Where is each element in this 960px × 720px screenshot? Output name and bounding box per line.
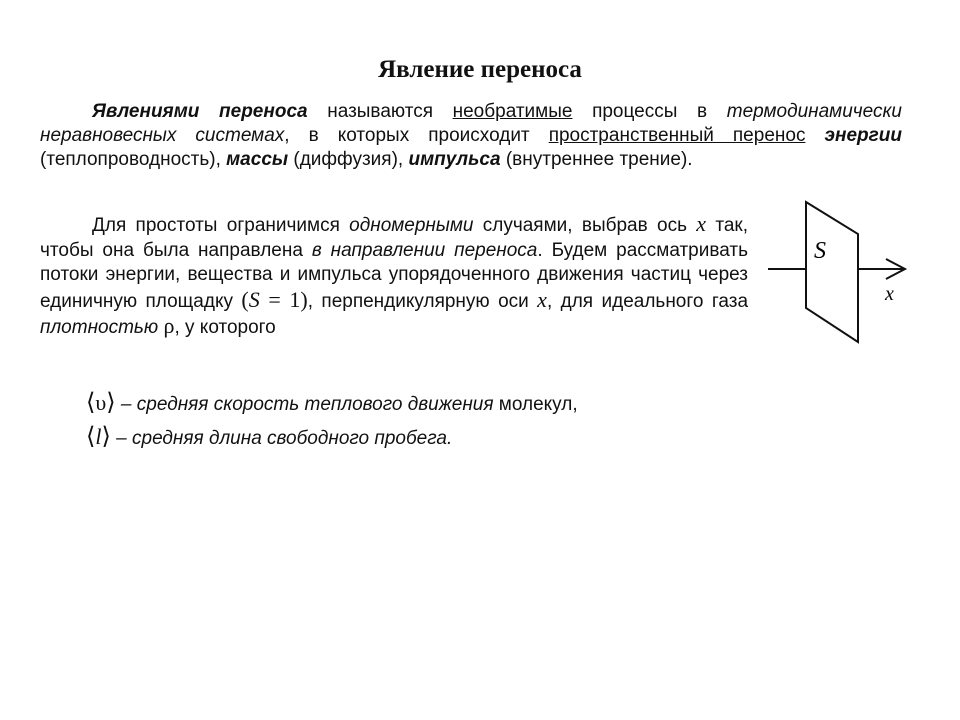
definitions-list <box>86 385 806 453</box>
text-span: . Будем рассматривать потоки энергии, вещества и импульса упорядоченного движения частиц через единичную площадку <box>40 239 748 312</box>
angle-bracket-right: ⟩ <box>106 388 116 416</box>
paragraph-transport-definition <box>40 100 902 172</box>
definition-mean-free-path <box>86 419 806 453</box>
text-span: Для простоты ограничимся <box>92 215 350 236</box>
page-title: Явление переноса <box>378 56 582 83</box>
term-transport-phenomena: Явлениями переноса <box>92 101 308 122</box>
text-span: (теплопроводность), <box>40 149 227 170</box>
math-upsilon: υ <box>95 390 107 415</box>
definition-tail: молекул, <box>493 394 578 415</box>
angle-bracket-right: ⟩ <box>101 422 111 450</box>
math-x: x <box>696 211 707 236</box>
term-irreversible: необратимые <box>452 101 573 122</box>
axis-label: x <box>885 283 894 305</box>
text-span: , для идеального газа <box>546 290 749 312</box>
angle-bracket-left: ⟨ <box>86 422 96 450</box>
text-span: , перпендикулярную оси <box>307 290 538 312</box>
text-span: называются <box>307 101 453 122</box>
term-mass: массы <box>226 149 289 170</box>
text-span: так, чтобы она была направлена <box>40 215 748 261</box>
term-transfer-direction: в направлении переноса <box>311 239 538 261</box>
text-span: (внутреннее трение). <box>500 149 693 170</box>
term-spatial-transfer: пространственный перенос <box>548 125 806 146</box>
definition-text: – средняя длина свободного пробега. <box>110 428 453 449</box>
definition-mean-velocity <box>86 385 806 419</box>
term-density: плотностью <box>40 317 159 338</box>
term-nonequilibrium-systems: термодинамически неравновесных системах <box>40 101 902 146</box>
transport-diagram <box>762 196 922 356</box>
text-span: случаями, выбрав ось <box>473 215 697 236</box>
text-span: , у которого <box>174 317 276 338</box>
text-span: , в которых происходит <box>284 125 549 146</box>
term-one-dimensional: одномерными <box>349 215 474 236</box>
surface-plane <box>806 202 858 342</box>
term-energy: энергии <box>824 125 902 146</box>
angle-bracket-left: ⟨ <box>86 388 96 416</box>
text-span: процессы в <box>572 101 727 122</box>
math-S: S <box>248 286 260 312</box>
math-paren-open: ( <box>241 286 249 312</box>
math-x: x <box>537 286 547 312</box>
definition-text: – средняя скорость теплового движения <box>115 394 494 415</box>
math-l: l <box>95 424 102 449</box>
text-span: (диффузия), <box>288 149 409 170</box>
paragraph-one-dimensional <box>40 212 748 341</box>
math-rho: ρ <box>163 313 175 338</box>
text-span <box>805 125 824 146</box>
math-equals-one: = 1) <box>259 286 308 312</box>
term-momentum: импульса <box>408 149 501 170</box>
surface-label: S <box>814 238 826 264</box>
